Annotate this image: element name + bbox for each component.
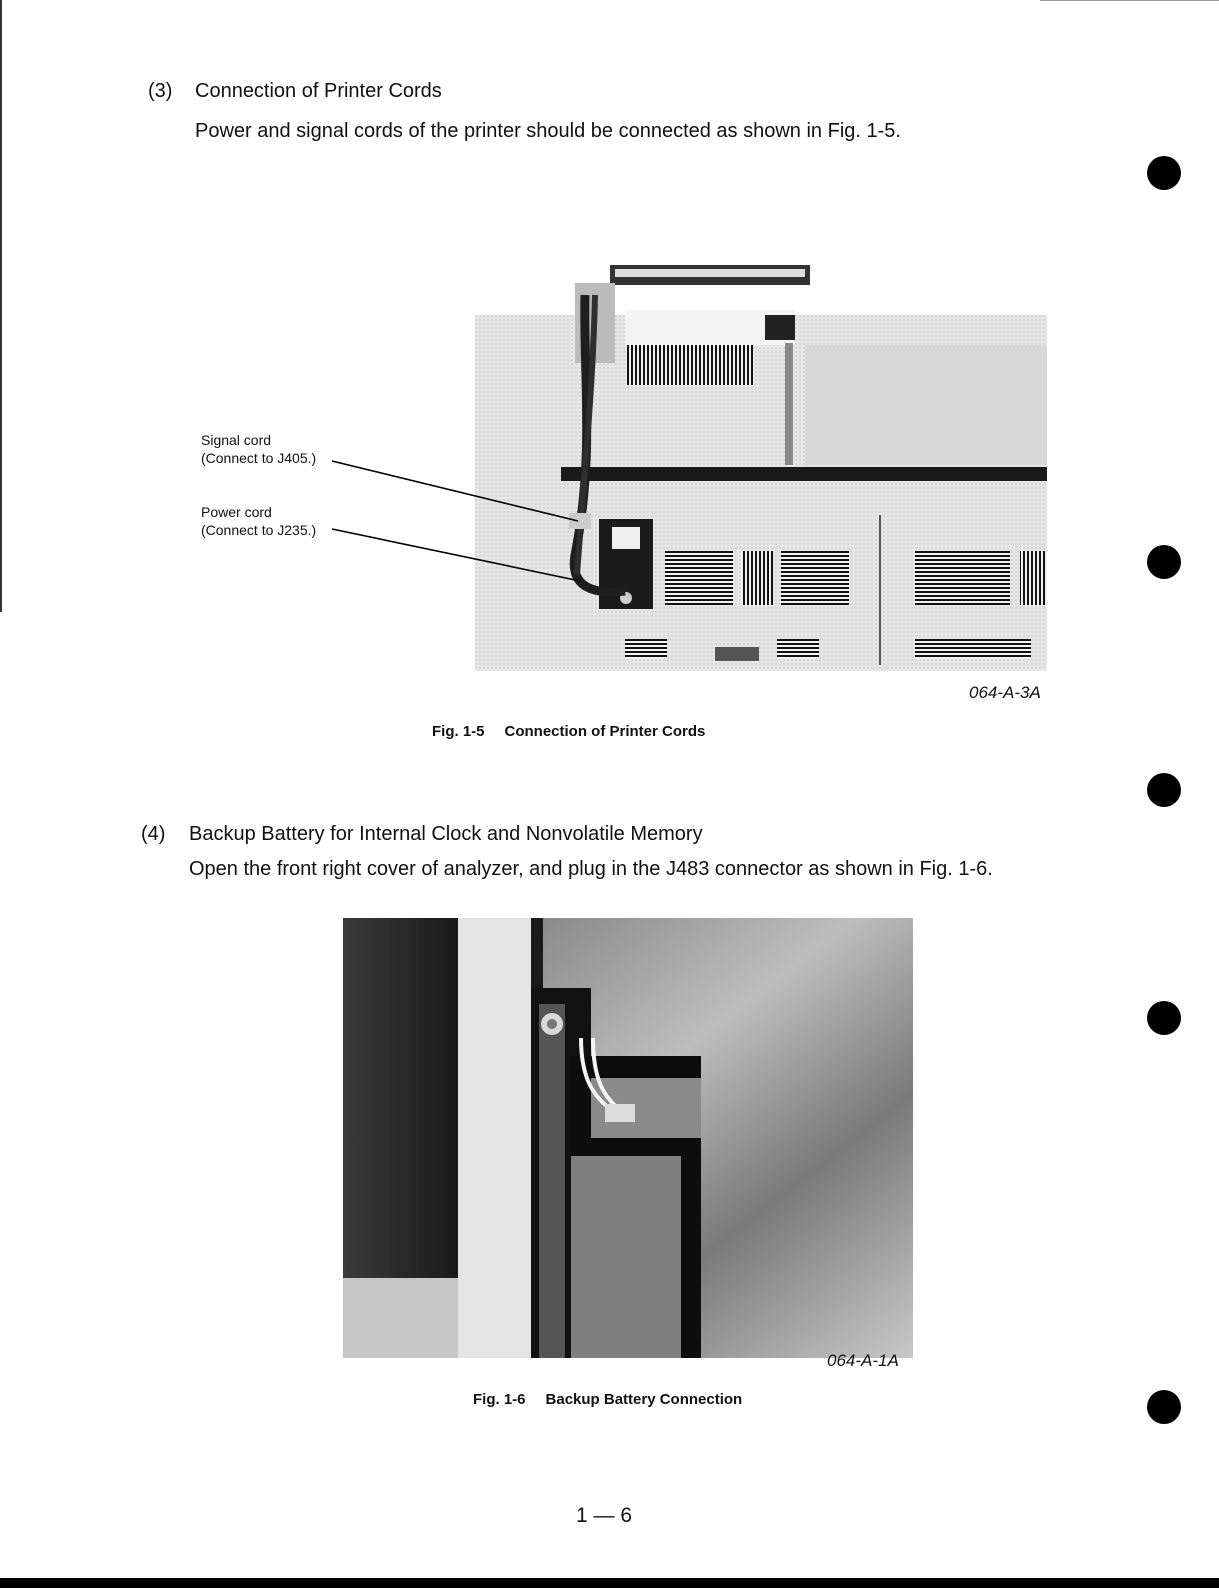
figure-1-5-number: Fig. 1-5: [432, 723, 485, 740]
section-3-text: Power and signal cords of the printer should be connected as shown in Fig. 1-5.: [195, 120, 901, 142]
figure-1-6-caption: [473, 1391, 742, 1408]
section-4-text: Open the front right cover of analyzer, and plug in the J483 connector as shown in Fig. 1-6.: [189, 858, 993, 880]
battery-connector-photo: [343, 918, 913, 1358]
page-number: 1 — 6: [576, 1504, 633, 1527]
figure-1-6-title: Backup Battery Connection: [545, 1391, 743, 1408]
figure-1-5-code: 064-A-3A: [969, 683, 1041, 702]
leader-lines: [330, 455, 590, 595]
section-4-title: Backup Battery for Internal Clock and Nonvolatile Memory: [189, 823, 703, 845]
signal-cord-label-line2: (Connect to J405.): [201, 450, 317, 466]
power-cord-label-line2: (Connect to J235.): [201, 522, 317, 538]
power-cord-label-line1: Power cord: [201, 504, 272, 520]
section-4-number: (4): [141, 823, 166, 845]
figure-1-5-title: Connection of Printer Cords: [504, 723, 706, 740]
punch-hole: [1147, 156, 1181, 190]
page-bottom-border: [0, 1578, 1219, 1588]
page-edge-line: [0, 0, 2, 612]
punch-hole: [1147, 1001, 1181, 1035]
figure-1-6-number: Fig. 1-6: [473, 1391, 526, 1408]
signal-cord-label: [201, 431, 316, 467]
signal-cord-label-line1: Signal cord: [201, 432, 272, 448]
punch-hole: [1147, 1390, 1181, 1424]
power-cord-label: [201, 503, 316, 539]
section-3-number: (3): [148, 80, 173, 102]
figure-1-6-code: 064-A-1A: [827, 1351, 899, 1370]
figure-1-5-caption: [432, 723, 705, 740]
section-3-title: Connection of Printer Cords: [195, 80, 442, 102]
punch-hole: [1147, 545, 1181, 579]
punch-hole: [1147, 773, 1181, 807]
top-rule: [1040, 0, 1219, 1]
